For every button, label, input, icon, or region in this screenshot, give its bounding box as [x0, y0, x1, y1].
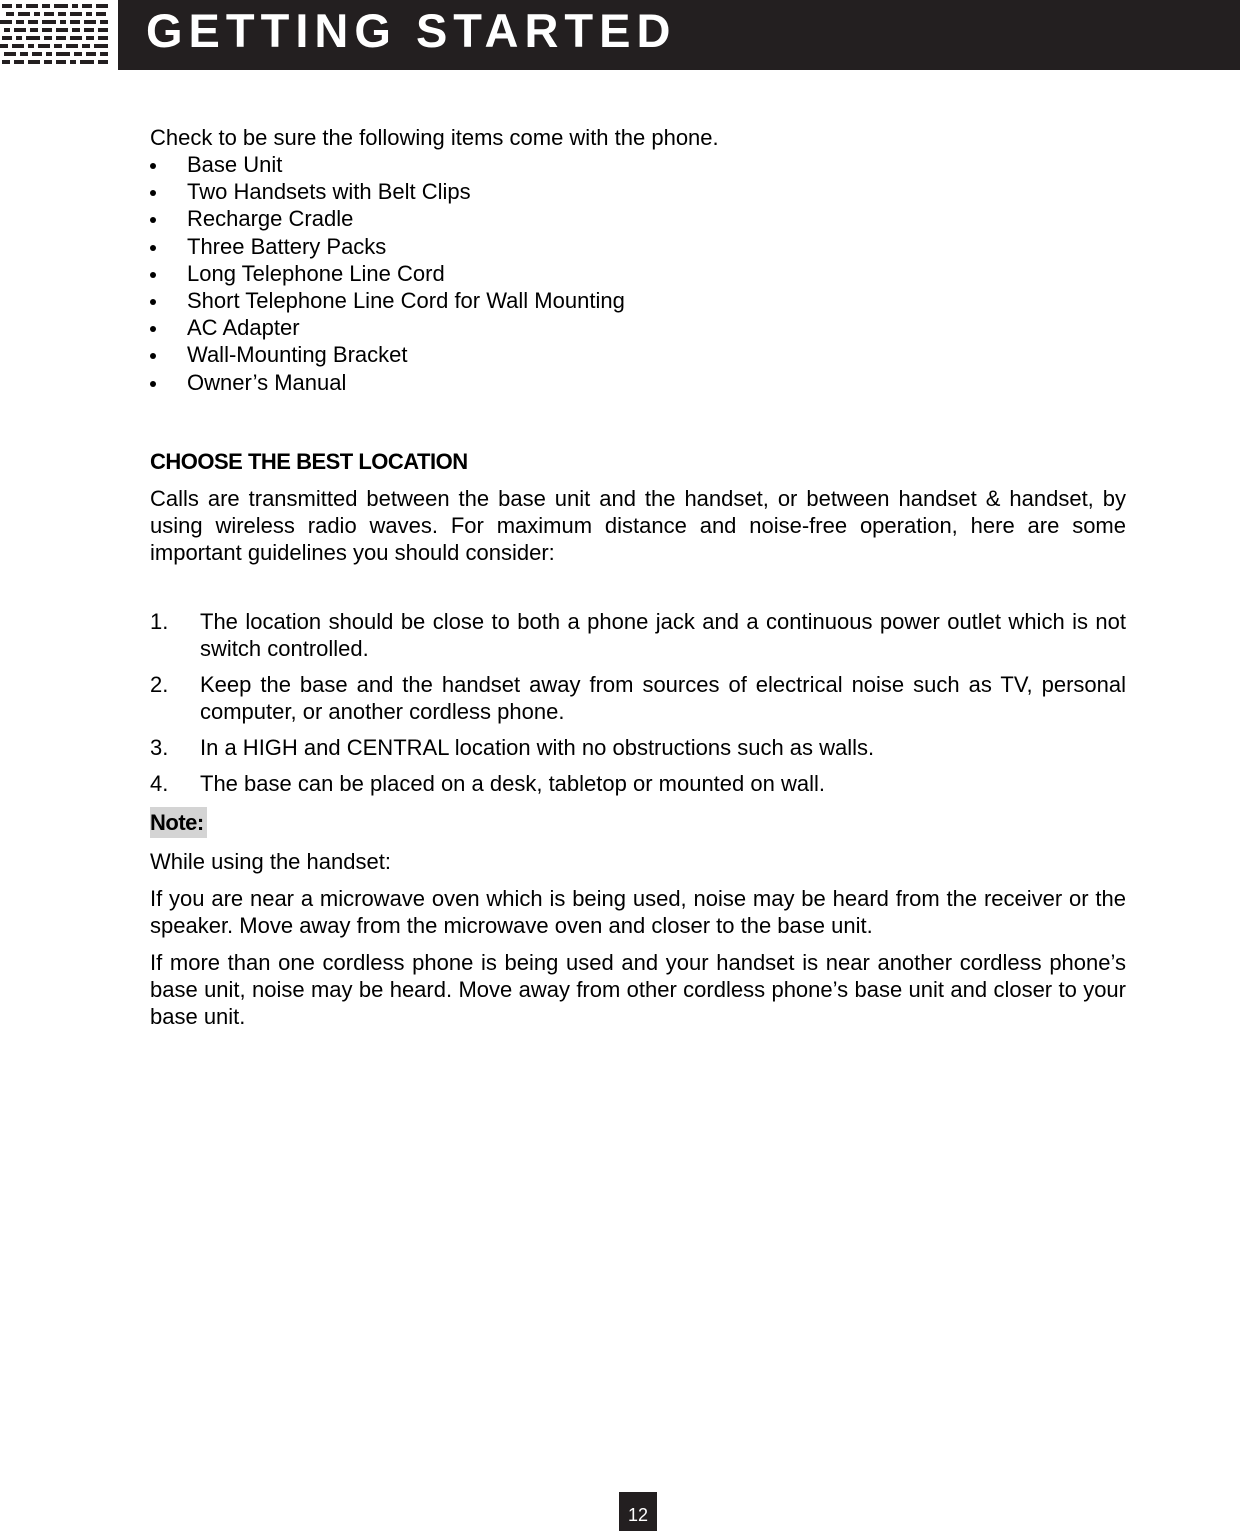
bullet-icon [150, 326, 156, 332]
guideline-item: 1. The location should be close to both a phone jack and a continuous power outlet which is not switch controlled. [150, 608, 1126, 661]
note-paragraph: If you are near a microwave oven which is being used, noise may be heard from the receiver or the speaker. Move away from the microwave oven and closer to the base unit. [150, 885, 1126, 938]
guideline-item: 2. Keep the base and the handset away from sources of electrical noise such as TV, personal computer, or another cordless phone. [150, 671, 1126, 724]
main-content [150, 124, 1126, 1030]
note-label: Note: [150, 807, 207, 838]
guidelines-list [150, 608, 1126, 797]
bullet-icon [150, 381, 156, 387]
list-item: Three Battery Packs [150, 233, 1126, 260]
list-item: AC Adapter [150, 314, 1126, 341]
list-item: Base Unit [150, 151, 1126, 178]
guideline-item: 3. In a HIGH and CENTRAL location with no obstructions such as walls. [150, 734, 875, 760]
header-pattern-graphic [0, 0, 112, 70]
page-title: GETTING STARTED [146, 4, 677, 57]
list-item: Long Telephone Line Cord [150, 260, 1126, 287]
page-number: 12 [619, 1492, 657, 1531]
bullet-icon [150, 190, 156, 196]
intro-text: Check to be sure the following items come with the phone. [150, 125, 719, 150]
list-item: Wall-Mounting Bracket [150, 341, 1126, 368]
note-subtitle: While using the handset: [150, 848, 391, 874]
list-item: Recharge Cradle [150, 205, 1126, 232]
list-item: Owner’s Manual [150, 369, 1126, 396]
bullet-icon [150, 299, 156, 305]
package-items-list [150, 151, 1126, 396]
list-item: Short Telephone Line Cord for Wall Mounting [150, 287, 1126, 314]
bullet-icon [150, 217, 156, 223]
note-paragraph: If more than one cordless phone is being used and your handset is near another cordless phone’s base unit, noise may be heard. Move away from other cordless phone’s base unit and closer to your base unit. [150, 949, 1126, 1029]
location-paragraph: Calls are transmitted between the base unit and the handset, or between handset & handset, by using wireless radio waves. For maximum distance and noise-free operation, here are some important guidelines you should consider: [150, 485, 1126, 565]
header-bar [118, 0, 1240, 70]
list-item: Two Handsets with Belt Clips [150, 178, 1126, 205]
guideline-item: 4. The base can be placed on a desk, tabletop or mounted on wall. [150, 770, 825, 796]
section-heading-location: CHOOSE THE BEST LOCATION [150, 448, 468, 474]
bullet-icon [150, 353, 156, 359]
bullet-icon [150, 163, 156, 169]
bullet-icon [150, 245, 156, 251]
bullet-icon [150, 272, 156, 278]
